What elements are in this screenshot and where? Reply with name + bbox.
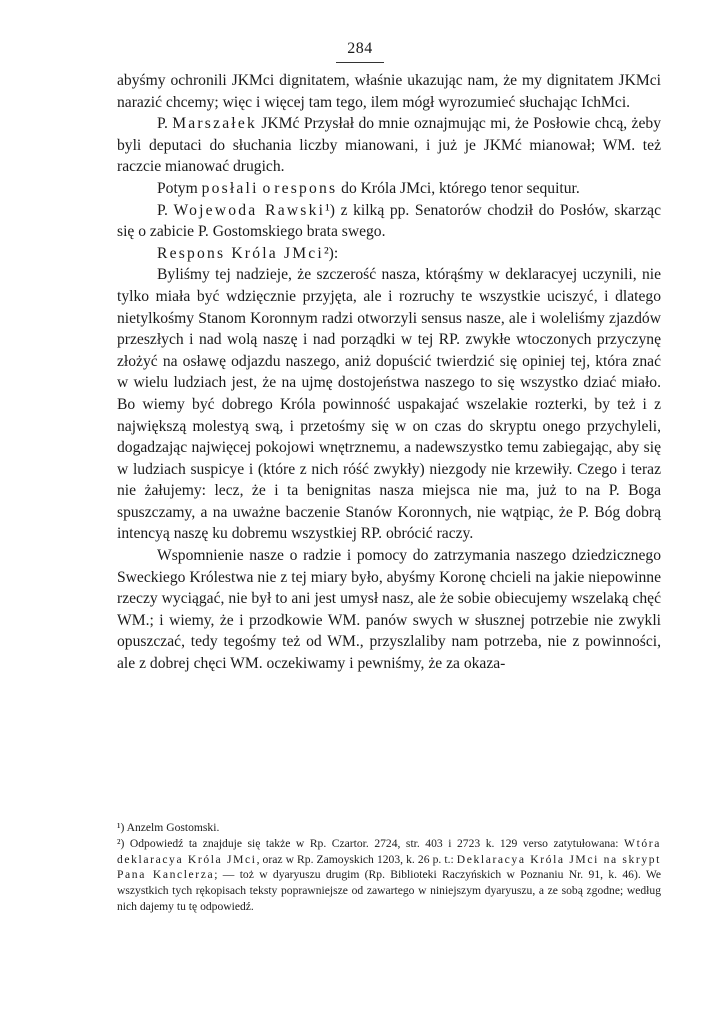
paragraph-run: abyśmy ochronili JKMci dignitatem, właśnie ukazując nam, że my dignitatem JKMci narazić chcemy; więc i więcej tam tego, ilem mógł wyrozumieć słuchając IchMci. (117, 72, 661, 111)
paragraph-run: Potym (157, 179, 202, 197)
footnotes (117, 820, 661, 915)
paragraph-run: o (258, 179, 275, 197)
footnote-run: ; — toż w dyaryuszu drugim (Rp. Biblioteki Raczyńskich w Poznaniu Nr. 91, k. 46). We wszystkich tych rękopisach teksty poprawniejsze od zawartego w niniejszym dyaryuszu, a ze sobą zgodne; według nich dajemy tu tę odpowiedź. (117, 868, 661, 913)
page-number-rule (336, 62, 384, 63)
footnote-run: Wtóra deklaracya Króla JMci (117, 836, 661, 866)
paragraph-run: ¹) z kilką pp. Senatorów chodził do Posłów, skarząc się o zabicie P. Gostomskiego brata swego. (117, 201, 661, 241)
footnote-run: ¹) Anzelm Gostomski. (117, 821, 220, 834)
footnote-run: , oraz w Rp. Zamoyskich 1203, k. 26 p. t.: (256, 852, 457, 866)
paragraph-run: ²): (323, 244, 339, 262)
paragraph-run: Wojewoda Rawski (173, 201, 326, 219)
paragraph-p3 (117, 178, 661, 200)
footnote-n1 (117, 820, 661, 836)
paragraph-p2 (117, 113, 661, 178)
footnote-run: Deklaracya Króla JMci na skrypt Pana Kanclerza (117, 852, 662, 882)
paragraph-p7 (117, 545, 661, 675)
paragraph-run: Byliśmy tej nadzieje, że szczerość nasza, którąśmy w deklaracyej uczynili, nie tylko miała być wdzięcznie przyjęta, ale i rozruchy te wszystkie uciszyć, i dlatego nietylkośmy Stanom Koronnym radzi otworzyli sensus nasze, ale i woleliśmy zjazdów przeszłych i nad wolą naszę i nad porządki w tej RP. zwykłe wtoczonych przyczynę złożyć na osławę odjazdu naszego, aniż dopuścić twierdzić się opiniej tej, która znać w wielu ludziach jest, że na ujmę dostojeństwa naszego to się wszystko dziać miało. Bo wiemy być dobrego Króla powinność uspakajać wszelakie rozterki, by też i z największą molestyą swą, i przetośmy się w on czas do skryptu onego przychyleli, dogadzając najwięcej pokojowi wnętrznemu, a nadewszystko temu zabiegając, aby się w ludziach suspicye i (które z nich róść zwykły) niezgody nie krzewiły. Czego i teraz nie żałujemy: lecz, że i ta benignitas nasza miejsca nie ma, już to na P. Boga spuszczamy, a na uważne baczenie Stanów Koronnych, nie wątpiąc, że P. Bóg dobrą intencyą naszę ku dobremu wszystkiej RP. obrócić raczy. (117, 266, 661, 543)
paragraph-run: P. (157, 201, 174, 219)
paragraph-p4 (117, 200, 661, 243)
paragraph-run: Respons Króla JMci (157, 244, 324, 262)
paragraph-run: respons (274, 179, 338, 197)
paragraph-run: Wspomnienie nasze o radzie i pomocy do zatrzymania naszego dziedzicznego Sweckiego Królestwa nie z tej miary było, abyśmy Koronę chcieli na jakie niepowinne rzeczy wyciągać, nie był to ani jest umysł nasz, ale że sobie obiecujemy wszelaką chęć WM.; i wiemy, że i przodkowie WM. panów swych w słusznej potrzebie nie zwykli opuszczać, tedy tegośmy też od WM., przyszlaliby nam potrzeba, nie z powinności, ale z dobrej chęci WM. oczekiwamy i pewniśmy, że za okaza- (117, 547, 661, 673)
footnote-run: ²) Odpowiedź ta znajduje się także w Rp. Czartor. 2724, str. 403 i 2723 k. 129 verso zatytułowana: (117, 836, 625, 850)
main-text (117, 70, 661, 675)
paragraph-run: posłali (201, 179, 259, 197)
paragraph-p5 (117, 243, 661, 265)
paragraph-run: Marszałek (172, 115, 257, 133)
footnote-n2 (117, 836, 661, 915)
paragraph-run: do Króla JMci, którego tenor sequitur. (337, 179, 580, 197)
page-number: 284 (347, 40, 373, 57)
paragraph-run: P. (157, 115, 173, 133)
paragraph-run: JKMć Przysłał do mnie oznajmując mi, że Posłowie chcą, żeby byli deputaci do słuchania liczby mianowani, i już je JKMć mianował; WM. też raczcie mianować drugich. (117, 115, 661, 176)
paragraph-p1 (117, 70, 661, 113)
paragraph-p6 (117, 264, 661, 545)
